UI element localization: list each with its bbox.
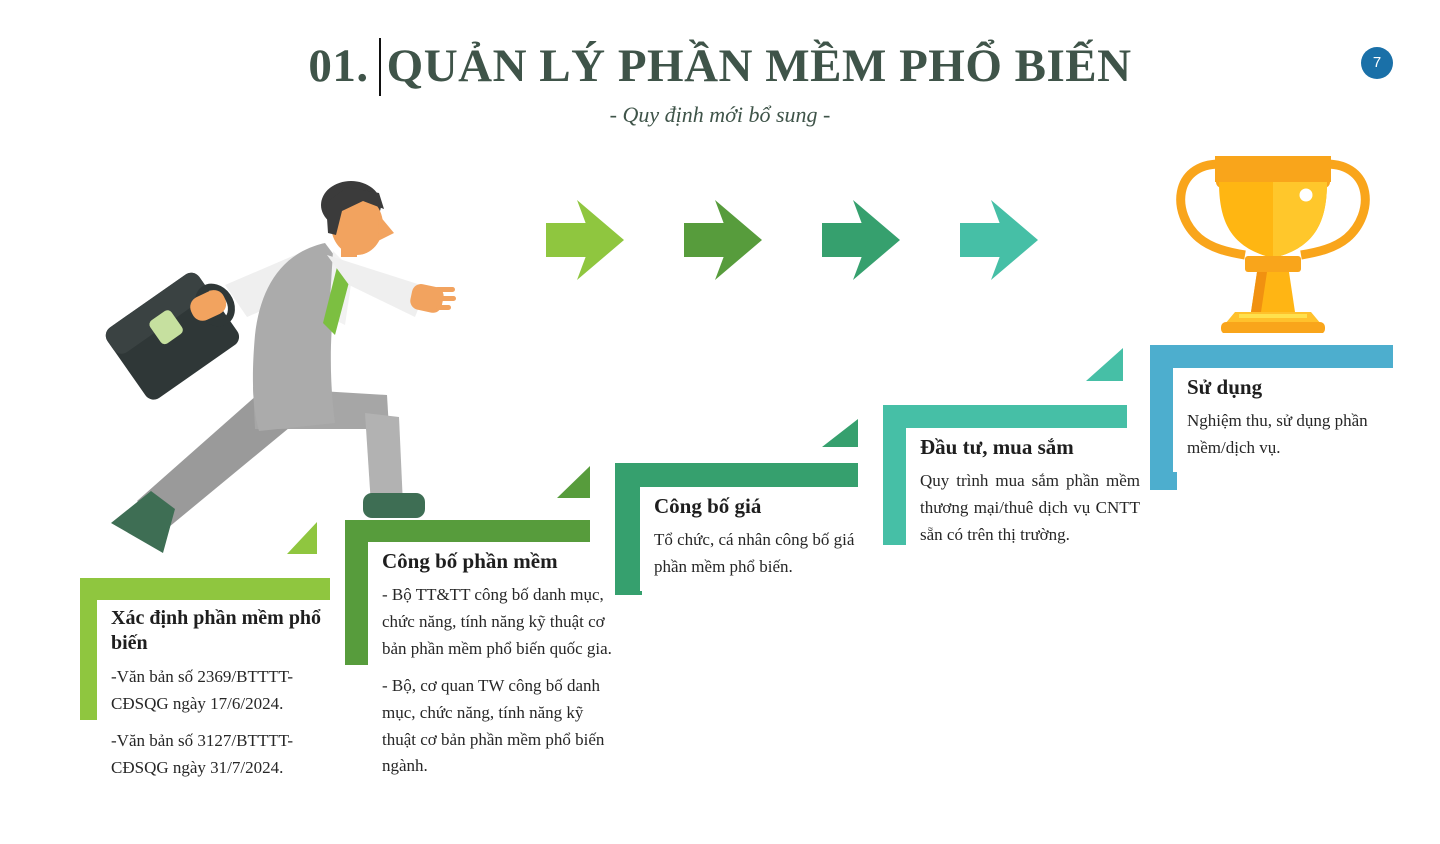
step-body: - Bộ TT&TT công bố danh mục, chức năng, tính năng kỹ thuật cơ bản phần mềm phổ biến quốc gia. [382,585,612,658]
step-body: Nghiệm thu, sử dụng phần mềm/dịch vụ. [1187,411,1368,458]
running-businessman-icon [95,175,465,575]
step-body: -Văn bản số 3127/BTTTT-CĐSQG ngày 31/7/2024. [111,730,294,777]
page-number-badge: 7 [1361,47,1393,79]
step-triangle [557,466,590,498]
step-3-textbox[interactable] [640,487,869,591]
step-2-textbox[interactable] [368,542,614,790]
step-triangle [1086,348,1123,381]
step-triangle [822,419,858,447]
step-title: Xác định phần mềm phổ biến [111,607,322,654]
right-arrow-icon [546,200,626,280]
step-triangle [287,522,317,554]
step-title: Công bố phần mềm [382,549,558,573]
step-title: Đầu tư, mua sắm [920,435,1074,459]
trophy-icon [1165,148,1395,333]
title-number: 01. [308,40,369,93]
right-arrow-icon [684,200,764,280]
subtitle[interactable]: - Quy định mới bổ sung - [609,102,831,127]
page-title[interactable] [0,38,1440,96]
step-body: Tổ chức, cá nhân công bố giá phần mềm phổ biến. [654,530,855,577]
step-body: - Bộ, cơ quan TW công bố danh mục, chức năng, tính năng kỹ thuật cơ bản phần mềm phổ biến ngành. [382,675,605,776]
step-4-textbox[interactable] [906,428,1140,559]
right-arrow-icon [960,200,1040,280]
step-5-textbox[interactable] [1173,368,1402,472]
step-1-textbox[interactable] [97,600,349,791]
step-title: Sử dụng [1187,375,1263,399]
title-text: QUẢN LÝ PHẦN MỀM PHỔ BIẾN [386,40,1132,93]
step-body: -Văn bản số 2369/BTTTT-CĐSQG ngày 17/6/2024. [111,667,294,713]
right-arrow-icon [822,200,902,280]
step-bar [615,463,858,490]
text-cursor [379,38,381,96]
step-title: Công bố giá [654,494,762,518]
step-bar [615,463,642,595]
step-body: Quy trình mua sắm phần mềm thương mại/thuê dịch vụ CNTT sẵn có trên thị trường. [920,471,1140,544]
